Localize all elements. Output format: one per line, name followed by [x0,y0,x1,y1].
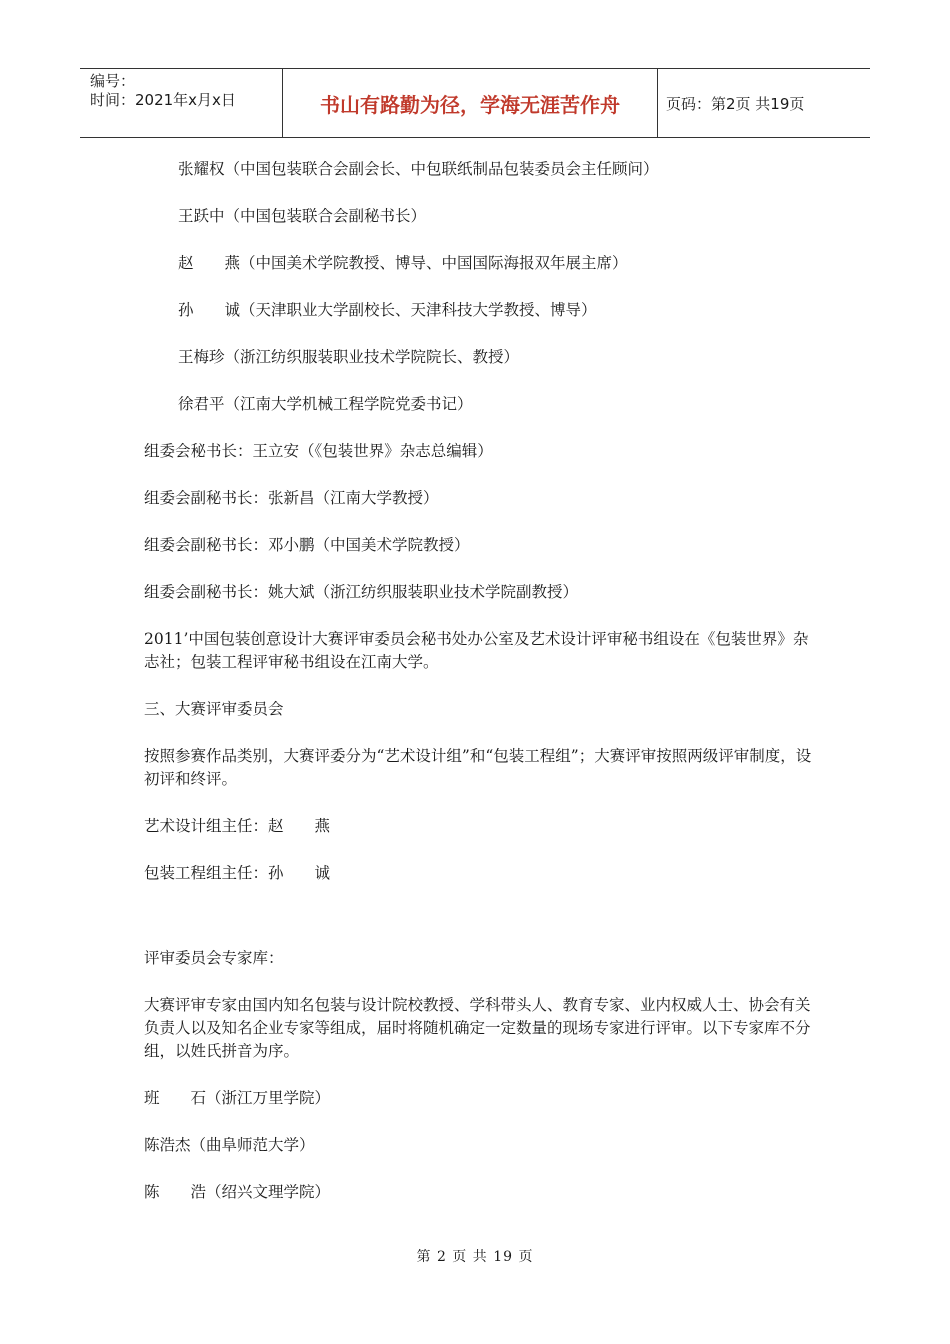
page-footer: 第 2 页 共 19 页 [416,1249,534,1265]
section-heading: 三、大赛评审委员会 [144,700,284,718]
expert-entry: 陈浩杰（曲阜师范大学） [144,1136,315,1154]
expert-pool-intro: 大赛评审专家由国内知名包装与设计院校教授、学科带头人、教育专家、业内权威人士、协会有关负责人以及知名企业专家等组成，届时将随机确定一定数量的现场专家进行评审。以下专家库不分组，以姓氏拼音为序。 [144,996,811,1060]
section-intro: 按照参赛作品类别，大赛评委分为“艺术设计组”和“包装工程组”；大赛评审按照两级评审制度，设初评和终评。 [144,747,812,788]
expert-entry: 班 石（浙江万里学院） [144,1089,331,1107]
secretariat-note: 2011’中国包装创意设计大赛评审委员会秘书处办公室及艺术设计评审秘书组设在《包装世界》杂志社；包装工程评审秘书组设在江南大学。 [144,630,809,671]
header-meta [80,69,282,137]
document-number: 编号： [90,72,136,90]
committee-member: 王梅珍（浙江纺织服装职业技术学院院长、教授） [178,348,520,366]
expert-pool-title: 评审委员会专家库： [144,949,284,967]
page-header [80,68,870,138]
spacer [144,909,814,947]
expert-entry: 陈 浩（绍兴文理学院） [144,1183,331,1201]
committee-member: 赵 燕（中国美术学院教授、博导、中国国际海报双年展主席） [178,254,628,272]
header-page-info: 页码：第2页 共19页 [666,94,805,113]
document-date: 时间：2021年x月x日 [90,91,236,109]
deputy-secretary: 组委会副秘书长：邓小鹏（中国美术学院教授） [144,536,470,554]
packaging-group-head: 包装工程组主任：孙 诚 [144,864,331,882]
secretary-general: 组委会秘书长：王立安（《包装世界》杂志总编辑） [144,442,493,460]
document-body [144,158,814,1228]
deputy-secretary: 组委会副秘书长：张新昌（江南大学教授） [144,489,439,507]
header-motto: 书山有路勤为径，学海无涯苦作舟 [282,69,658,137]
art-group-head: 艺术设计组主任：赵 燕 [144,817,331,835]
committee-member: 徐君平（江南大学机械工程学院党委书记） [178,395,473,413]
committee-member: 孙 诚（天津职业大学副校长、天津科技大学教授、博导） [178,301,597,319]
deputy-secretary: 组委会副秘书长：姚大斌（浙江纺织服装职业技术学院副教授） [144,583,579,601]
committee-member: 张耀权（中国包装联合会副会长、中包联纸制品包装委员会主任顾问） [178,160,659,178]
committee-member: 王跃中（中国包装联合会副秘书长） [178,207,427,225]
